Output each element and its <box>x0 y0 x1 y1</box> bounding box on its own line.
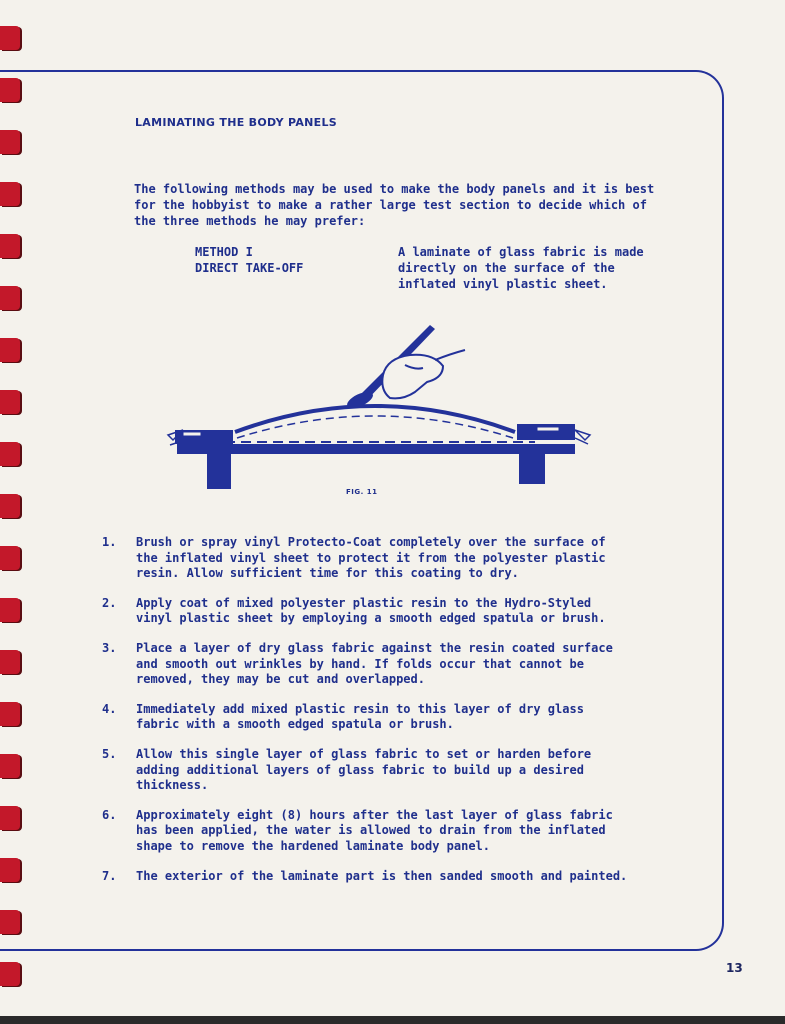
step-item <box>102 808 634 855</box>
method-label-line-2: DIRECT TAKE-OFF <box>195 261 304 275</box>
page-number: 13 <box>726 961 743 975</box>
method-label <box>195 244 303 276</box>
step-text: Approximately eight (8) hours after the last layer of glass fabric has been applied, the water is allowed to drain from the inflated shape to remove the hardened laminate body panel. <box>136 807 613 853</box>
section-title: LAMINATING THE BODY PANELS <box>135 116 338 129</box>
method-description: A laminate of glass fabric is made directly on the surface of the inflated vinyl plastic sheet. <box>398 245 644 291</box>
step-text: Brush or spray vinyl Protecto-Coat completely over the surface of the inflated vinyl sheet to protect it from the polyester plastic resin. Allow sufficient time for this coating to dry. <box>136 535 606 581</box>
intro-paragraph: The following methods may be used to make the body panels and it is best for the hobbyist to make a rather large test section to decide which of the three methods he may prefer: <box>134 182 655 228</box>
step-item <box>102 596 634 627</box>
binding-ring <box>0 26 20 50</box>
page-bottom-edge <box>0 1016 785 1024</box>
step-number: 6. <box>102 807 117 822</box>
step-number: 7. <box>102 868 117 883</box>
step-item <box>102 747 634 794</box>
step-text: Allow this single layer of glass fabric to set or harden before adding additional layers of glass fabric to build up a desired thickness. <box>136 746 592 793</box>
step-text: Place a layer of dry glass fabric against the resin coated surface and smooth out wrinkles by hand. If folds occur that cannot be removed, they may be cut and overlapped. <box>136 640 613 687</box>
step-text: Immediately add mixed plastic resin to this layer of dry glass fabric with a smooth edged spatula or brush. <box>136 701 584 732</box>
step-item <box>102 702 634 733</box>
step-item <box>102 535 634 582</box>
step-number: 4. <box>102 701 117 716</box>
binding-ring <box>0 962 20 986</box>
step-text: The exterior of the laminate part is then sanded smooth and painted. <box>136 868 628 883</box>
step-number: 1. <box>102 535 117 549</box>
step-item <box>102 641 634 688</box>
instruction-steps <box>102 535 634 898</box>
step-number: 5. <box>102 746 117 761</box>
hand-brushing-laminate-icon <box>165 320 595 495</box>
step-number: 3. <box>102 640 117 655</box>
step-number: 2. <box>102 595 117 610</box>
method-label-line-1: METHOD I <box>195 245 253 259</box>
figure-caption: FIG. 11 <box>346 488 378 496</box>
step-item <box>102 869 634 885</box>
step-text: Apply coat of mixed polyester plastic resin to the Hydro-Styled vinyl plastic sheet by employing a smooth edged spatula or brush. <box>136 595 606 626</box>
